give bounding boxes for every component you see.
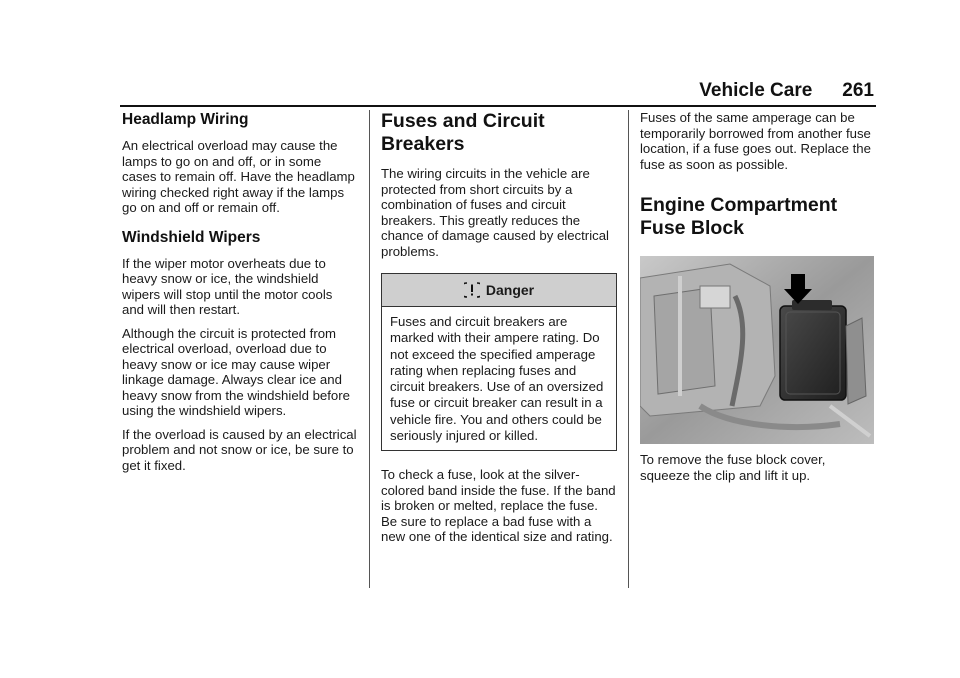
danger-body (382, 307, 616, 450)
running-head (699, 80, 874, 102)
paragraph: If the overload is caused by an electrical problem and not snow or ice, be sure to get it fixed. (122, 426, 357, 473)
column-middle (381, 110, 617, 553)
paragraph: If the wiper motor overheats due to heavy snow or ice, the windshield wipers will stop until the motor cools and will then restart. (122, 255, 333, 317)
header-rule (120, 105, 876, 107)
column-left (122, 110, 358, 481)
paragraph: Fuses of the same amperage can be temporarily borrowed from another fuse location, if a fuse goes out. Replace the fuse as soon as possible. (640, 110, 871, 172)
heading-headlamp-wiring: Headlamp Wiring (122, 111, 249, 128)
page-number: 261 (842, 80, 874, 101)
column-divider (628, 110, 629, 588)
heading-windshield-wipers: Windshield Wipers (122, 228, 261, 246)
danger-text: Fuses and circuit breakers are marked with their ampere rating. Do not exceed the specified amperage rating when replacing fuses and circuit breakers. Use of an oversized fuse or circuit breaker can result in a vehicle fire. You and others could be seriously injured or killed. (390, 314, 604, 444)
warning-icon (464, 282, 480, 298)
danger-header (382, 274, 616, 307)
paragraph: The wiring circuits in the vehicle are protected from short circuits by a combination of fuses and circuit breakers. This greatly reduces the chance of damage caused by electrical problems. (381, 166, 609, 259)
heading-engine-compartment-fuse-block: Engine Compartment Fuse Block (640, 194, 838, 239)
danger-box (381, 273, 617, 451)
danger-label: Danger (485, 282, 535, 298)
paragraph: Although the circuit is protected from electrical overload, overload due to heavy snow or ice may cause wiper linkage damage. Always clear ice and heavy snow from the windshield before using the windshield wipers. (122, 325, 350, 418)
fuse-block-photo (640, 256, 874, 444)
photo-caption: To remove the fuse block cover, squeeze the clip and lift it up. (640, 452, 826, 483)
paragraph: To check a fuse, look at the silver-colored band inside the fuse. If the band is broken or melted, replace the fuse. Be sure to replace a bad fuse with a new one of the identical size and rating. (381, 467, 616, 545)
section-title: Vehicle Care (699, 80, 813, 101)
column-right (640, 110, 874, 491)
column-divider (369, 110, 370, 588)
heading-fuses-and-circuit-breakers: Fuses and Circuit Breakers (381, 110, 545, 155)
paragraph: An electrical overload may cause the lamps to go on and off, or in some cases to remain off. Have the headlamp wiring checked right away if the lamps go on and off or remain off. (122, 138, 355, 215)
